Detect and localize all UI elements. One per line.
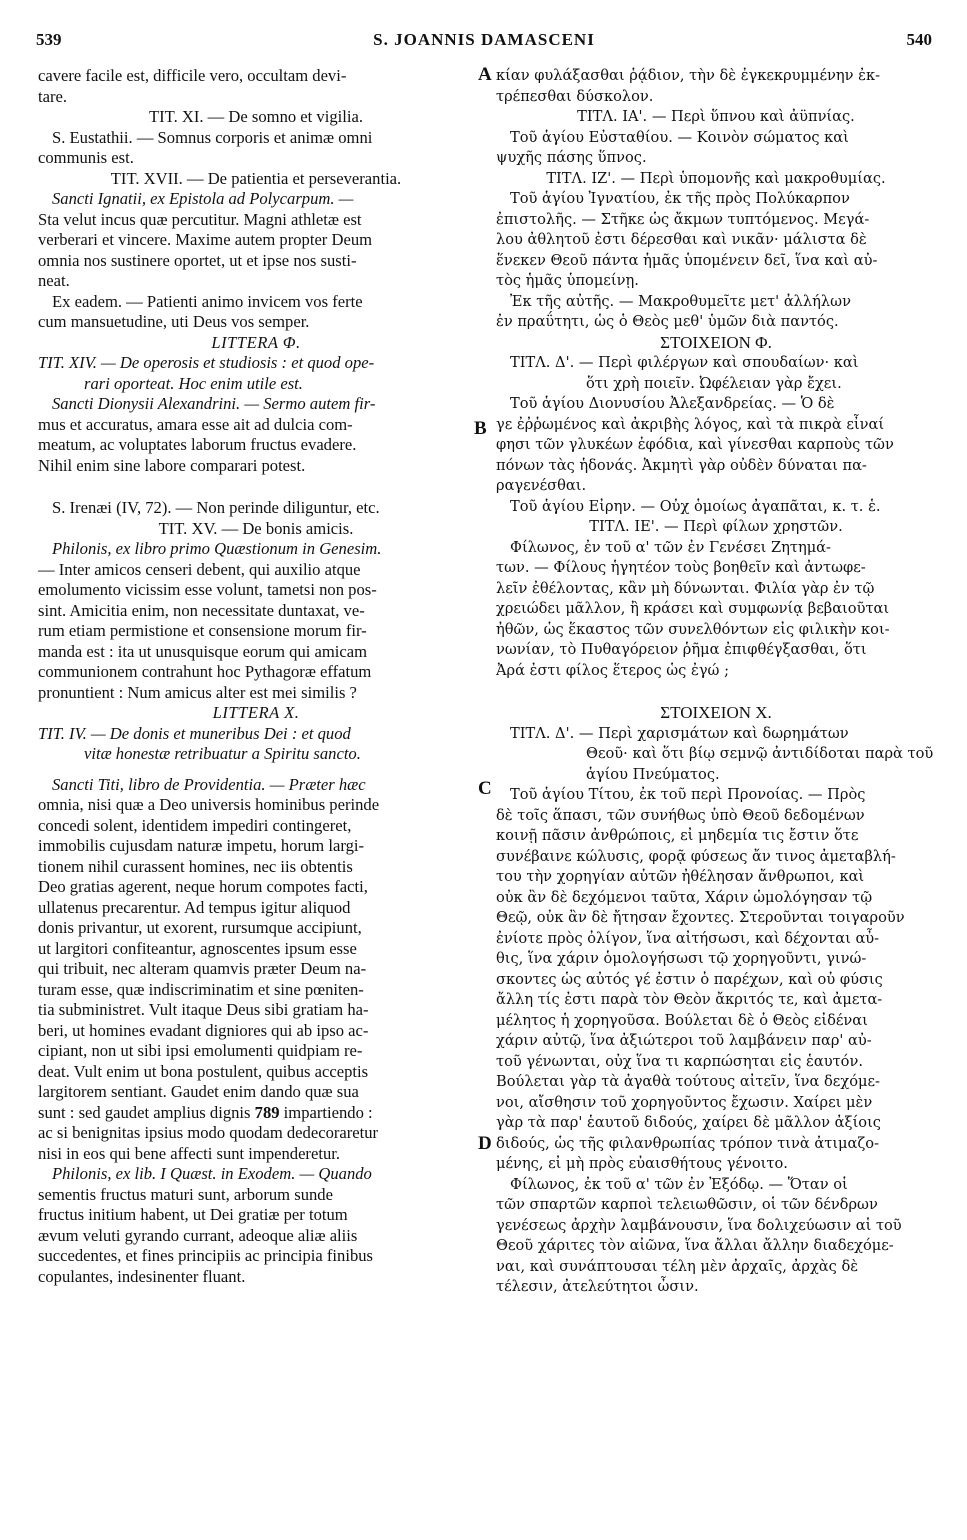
text-line: succedentes, et fines principiis ac principia finibus — [38, 1246, 373, 1265]
text-line — [38, 1103, 474, 1124]
section-marker-a: A — [478, 64, 492, 85]
stoicheion-heading: ΣΤΟΙΧΕΙΟΝ Χ. — [660, 703, 772, 722]
text-line: cipiant, non ut sibi ipsi emolumenti quidpiam re- — [38, 1041, 363, 1060]
text-line: Θεῷ, οὐκ ἂν δὲ ἤτησαν ἔχοντες. Στεροῦνται τοιγαροῦν — [496, 909, 905, 926]
text-line: τῶν σπαρτῶν καρποὶ τελειωθῶσιν, οἱ τῶν δένδρων — [496, 1196, 878, 1213]
text-line: sint. Amicitia enim, non necessitate duntaxat, ve- — [38, 600, 365, 620]
text-line: μένης, εἰ μὴ πρὸς εὐαισθήτους γένοιτο. — [496, 1155, 788, 1172]
page-number-right: 540 — [906, 30, 932, 49]
section-heading: ΤΙΤΛ. ΙΕ'. — Περὶ φίλων χρηστῶν. — [589, 518, 843, 535]
section-heading: TIT. XIV. — De operosis et studiosis : et quod ope- — [38, 353, 375, 372]
text-line: Ex eadem. — Patienti animo invicem vos ferte — [52, 291, 363, 311]
text-line: communis est. — [38, 148, 134, 167]
text-line: — Inter amicos censeri debent, qui auxilio atque — [38, 559, 361, 579]
text-line: ραγενέσθαι. — [496, 477, 587, 494]
text-line: τρέπεσθαι δύσκολον. — [496, 87, 654, 105]
text-line: mus et accuratus, amara esse ait ad dulcia com- — [38, 414, 353, 434]
littera-heading: LITTERA X. — [212, 703, 300, 722]
text-line: neat. — [38, 271, 70, 290]
text-line: οὐκ ἂν δὲ δεχόμενοι ταῦτα, Χάριν ὡμολόγησαν τῷ — [496, 888, 873, 906]
page-number-left: 539 — [36, 30, 62, 49]
text-line: λου ἀθλητοῦ ἐστι δέρεσθαι καὶ νικᾶν· μάλιστα δὲ — [496, 231, 867, 248]
section-marker-b: B — [474, 418, 487, 439]
text-line: copulantes, indesinenter fluant. — [38, 1266, 246, 1286]
text-line: verberari et vincere. Maxime autem propter Deum — [38, 230, 373, 249]
text-line: manda est : ita ut unusquisque eorum qui amicam — [38, 641, 368, 661]
text-line: concedi solent, identidem impediri contingeret, — [38, 815, 352, 835]
section-heading-cont: ἁγίου Πνεύματος. — [586, 765, 720, 783]
text-line: ἄλλη τίς ἐστι παρὰ τὸν Θεὸν ἄκριτός τε, καὶ ἀμετα- — [496, 991, 883, 1008]
text-line: immobilis cujusdam naturæ impetu, horum largi- — [38, 836, 365, 855]
section-heading: TIT. IV. — De donis et muneribus Dei : et quod — [38, 723, 351, 743]
text-segment: impartiendo : — [279, 1102, 373, 1122]
text-line: donis privantur, ut exorent, rursumque accipiunt, — [38, 918, 362, 937]
text-line: ἕνεκεν Θεοῦ πάντα ἡμᾶς ὑπομένειν δεῖ, ἵνα καὶ αὐ- — [496, 251, 878, 269]
text-line: θις, ἵνα χάριν ὁμολογήσωσι τῷ χορηγοῦντι, γινώ- — [496, 950, 867, 967]
text-line: σκοντες ὡς αὐτός γέ ἐστιν ὁ παρέχων, καὶ οὐ φύσις — [496, 970, 883, 988]
text-line: φησι τῶν γλυκέων ἐφόδια, καὶ γίνεσθαι καρποὺς τῶν — [496, 436, 894, 453]
text-line: ac si benignitas ipsius modo quodam dedecoraretur — [38, 1123, 379, 1142]
section-heading: ΤΙΤΛ. Δ'. — Περὶ φιλέργων καὶ σπουδαίων· καὶ — [510, 354, 859, 371]
section-heading: TIT. XV. — De bonis amicis. — [158, 518, 354, 538]
text-line: Τοῦ ἁγίου Διονυσίου Ἀλεξανδρείας. — Ὁ δὲ — [510, 395, 835, 412]
text-line: των. — Φίλους ἡγητέον τοὺς βοηθεῖν καὶ ἀντωφε- — [496, 559, 866, 576]
text-line: Φίλωνος, ἐν τοῦ α' τῶν ἐν Γενέσει Ζητημά- — [510, 538, 831, 556]
text-line: tia subministret. Vult itaque Deus sibi gratiam ha- — [38, 1000, 369, 1019]
text-line: γενέσεως ἀρχὴν λαμβάνουσιν, ἵνα δολιχεύωσιν αἱ τοῦ — [496, 1216, 902, 1234]
text-line: turam esse, quæ indiscriminatim et sine pœniten- — [38, 979, 364, 999]
text-line: meatum, ac voluptates laborum fructus evadere. — [38, 435, 357, 454]
text-line: Sta velut incus quæ percutitur. Magni athletæ est — [38, 209, 362, 229]
text-line: συνέβαινε κώλυσις, φορᾷ φύσεως ἄν τινος ἀμεταβλή- — [496, 847, 896, 865]
source-line: Sancti Ignatii, ex Epistola ad Polycarpum. — — [52, 189, 354, 208]
section-heading-cont: rari oporteat. Hoc enim utile est. — [84, 373, 303, 393]
text-line: rum etiam permistione et consensione morum fir- — [38, 621, 367, 640]
text-line: ναι, καὶ συνάπτουσαι τέλη μὲν ἀρχαῖς, ἀρχὰς δὲ — [496, 1257, 859, 1275]
text-line: τοῦ γένωνται, οὐχ ἵνα τι καρπώσηται εἰς ἑαυτόν. — [496, 1052, 863, 1070]
section-heading: TIT. XI. — De somno et vigilia. — [149, 107, 363, 126]
text-line: μέλητος ἡ χορηγοῦσα. Βούλεται δὲ ὁ Θεὸς εἰδέναι — [496, 1011, 868, 1029]
text-line: πόνων τὰς ἡδονάς. Ἀκμητὶ γὰρ οὐδὲν δύναται πα- — [496, 456, 867, 474]
stoicheion-heading: ΣΤΟΙΧΕΙΟΝ Φ. — [660, 332, 772, 352]
text-line: Θεοῦ χάριτες τὸν αἰῶνα, ἵνα ἄλλαι ἄλλην διαδεχόμε- — [496, 1237, 894, 1254]
text-line: λεῖν ἐθέλοντας, κἂν μὴ δύνωνται. Φιλία γὰρ ἐν τῷ — [496, 579, 875, 597]
text-line: κοινῇ πᾶσιν ἀνθρώποις, εἰ μηδεμία τις ἔστιν ὅτε — [496, 827, 859, 844]
text-segment: sunt : sed gaudet amplius dignis — [38, 1102, 255, 1122]
text-line: ἠθῶν, ὡς ἕκαστος τῶν συνελθόντων εἰς φιλικὴν κοι- — [496, 620, 890, 638]
section-heading: ΤΙΤΛ. Δ'. — Περὶ χαρισμάτων καὶ δωρημάτων — [510, 724, 849, 742]
text-line: χάριν αὐτῷ, ἵνα ἀξιώτεροι τοῦ λαμβάνειν παρ' αὐ- — [496, 1032, 872, 1049]
text-line: cavere facile est, difficile vero, occultam devi- — [38, 66, 347, 85]
text-line: ἐν πραΰτητι, ὡς ὁ Θεὸς μεθ' ὑμῶν διὰ παντός. — [496, 313, 839, 330]
text-line: του τὴν χορηγίαν αὐτῶν ἠθέλησαν ἄνθρωποι, καὶ — [496, 868, 865, 885]
text-line: Τοῦ ἁγίου Ἰγνατίου, ἐκ τῆς πρὸς Πολύκαρπον — [510, 190, 850, 207]
text-line: τέλεσιν, ἀτελεύτητοι ὦσιν. — [496, 1278, 699, 1295]
text-line: γε ἐῤῥωμένος καὶ ἀκριβὴς λόγος, καὶ τὰ πικρὰ εἶναί — [496, 415, 885, 433]
section-heading-cont: vitæ honestæ retribuatur a Spiritu sancto. — [84, 744, 361, 763]
text-line: ut largitori confiteantur, agnoscentes ipsum esse — [38, 938, 357, 958]
text-line: τὸς ἡμᾶς ὑπομείνῃ. — [496, 272, 639, 289]
section-heading: TIT. XVII. — De patientia et perseverantia. — [110, 168, 402, 188]
text-line: νοι, αἴσθησιν τοῦ χορηγοῦντος ἔχωσιν. Χαίρει μὲν — [496, 1093, 873, 1111]
text-line: Τοῦ ἁγίου Εὐσταθίου. — Κοινὸν σώματος καὶ — [510, 128, 849, 146]
text-line: S. Irenæi (IV, 72). — Non perinde diliguntur, etc. — [52, 498, 380, 517]
section-marker-d: D — [478, 1133, 492, 1154]
source-line: Sancti Titi, libro de Providentia. — Præter hæc — [52, 774, 366, 794]
text-line: Deo gratias agerent, neque horum compotes facti, — [38, 877, 368, 896]
text-line: fructus initium habent, ut Dei gratiæ per totum — [38, 1205, 348, 1224]
text-line: largitorem sentiant. Gaudet enim dando quæ sua — [38, 1082, 359, 1101]
text-line: Nihil enim sine labore comparari potest. — [38, 455, 306, 475]
littera-heading: LITTERA Φ. — [211, 332, 301, 352]
text-line: ἐπιστολῆς. — Στῆκε ὡς ἄκμων τυπτόμενος. Μεγά- — [496, 210, 870, 228]
text-line: Ἐκ τῆς αὐτῆς. — Μακροθυμεῖτε μετ' ἀλλήλων — [510, 292, 851, 310]
text-line: qui tribuit, nec alteram quamvis præter Deum na- — [38, 959, 367, 978]
running-title: S. JOANNIS DAMASCENI — [373, 30, 595, 49]
text-line: κίαν φυλάξασθαι ῥᾴδιον, τὴν δὲ ἐγκεκρυμμένην ἐκ- — [496, 67, 881, 84]
section-marker-c: C — [478, 778, 492, 799]
text-line: tare. — [38, 86, 68, 106]
text-line: pronuntient : Num amicus alter est mei similis ? — [38, 682, 357, 702]
text-line: deat. Vult enim ut bona postulent, quibus acceptis — [38, 1061, 369, 1081]
text-line: S. Eustathii. — Somnus corporis et animæ omni — [52, 127, 373, 147]
text-line: omnia, nisi quæ a Deo universis hominibus perinde — [38, 795, 380, 814]
text-line: ψυχῆς πάσης ὕπνος. — [496, 149, 647, 166]
text-line: tionem nihil curassent homines, nec iis obtentis — [38, 856, 353, 876]
section-heading-cont: Θεοῦ· καὶ ὅτι βίῳ σεμνῷ ἀντιδίδοται παρὰ τοῦ — [586, 745, 934, 762]
text-line: Τοῦ ἁγίου Εἰρην. — Οὐχ ὁμοίως ἀγαπᾶται, κ. τ. ἑ. — [510, 497, 881, 515]
text-line: omnia nos sustinere oportet, ut et ipse nos susti- — [38, 250, 357, 270]
source-line: Philonis, ex lib. I Quæst. in Exodem. — Quando — [52, 1164, 372, 1183]
text-line: ævum veluti gyrando currant, adeoque aliæ aliis — [38, 1225, 358, 1245]
text-line: Ἀρά ἐστι φίλος ἕτερος ὡς ἐγώ ; — [496, 661, 729, 679]
text-line: sementis fructus maturi sunt, arborum sunde — [38, 1184, 333, 1204]
text-line: nisi in eos qui bene affecti sunt impenderetur. — [38, 1143, 340, 1163]
text-line: Βούλεται γὰρ τὰ ἀγαθὰ τούτους αἰτεῖν, ἵνα δεχόμε- — [496, 1073, 880, 1090]
text-line: νωνίαν, τὸ Πυθαγόρειον ῥῆμα ἐπιφθέγξασθαι, ὅτι — [496, 641, 867, 658]
section-heading: ΤΙΤΛ. ΙΖ'. — Περὶ ὑπομονῆς καὶ μακροθυμίας. — [546, 169, 886, 187]
section-heading: ΤΙΤΛ. ΙΑ'. — Περὶ ὕπνου καὶ ἀϋπνίας. — [577, 108, 855, 125]
text-line: communionem contrahunt hoc Pythagoræ effatum — [38, 662, 372, 681]
text-line: emolumento vicissim esse volunt, tametsi non pos- — [38, 580, 377, 599]
text-line: cum mansuetudine, uti Deus vos semper. — [38, 312, 310, 331]
text-line: διδούς, ὡς τῆς φιλανθρωπίας τρόπον τινὰ ἀτιμαζο- — [496, 1134, 880, 1152]
source-line: Sancti Dionysii Alexandrini. — Sermo autem fir- — [52, 394, 376, 413]
text-line: ἐνίοτε πρὸς ὀλίγον, ἵνα αἰτήσωσι, καὶ δέχονται αὖ- — [496, 929, 880, 947]
page-header — [36, 30, 932, 54]
marginal-column-number: 789 — [254, 1102, 280, 1122]
greek-column — [496, 66, 936, 1298]
text-line: δὲ τοῖς ἅπασι, τῶν συνήθως ὑπὸ Θεοῦ δεδομένων — [496, 806, 865, 824]
text-line: χρειώδει μᾶλλον, ἢ κράσει καὶ συμφωνίᾳ βεβαιοῦται — [496, 600, 890, 617]
text-line: γὰρ τὰ παρ' ἑαυτοῦ διδούς, χαίρει δὲ μᾶλλον ἀξίοις — [496, 1114, 881, 1131]
source-line: Philonis, ex libro primo Quæstionum in Genesim. — [52, 539, 382, 558]
text-line: beri, ut homines evadant digniores qui ab ipso ac- — [38, 1020, 369, 1040]
text-line: ullatenus precarentur. Ad tempus igitur aliquod — [38, 897, 351, 917]
section-heading-cont: ὅτι χρὴ ποιεῖν. Ὠφέλειαν γὰρ ἔχει. — [586, 374, 842, 392]
text-line: Φίλωνος, ἐκ τοῦ α' τῶν ἐν Ἐξόδῳ. — Ὅταν οἱ — [510, 1175, 848, 1193]
latin-column — [38, 66, 474, 1287]
text-line: Τοῦ ἁγίου Τίτου, ἐκ τοῦ περὶ Προνοίας. — Πρὸς — [510, 786, 866, 803]
